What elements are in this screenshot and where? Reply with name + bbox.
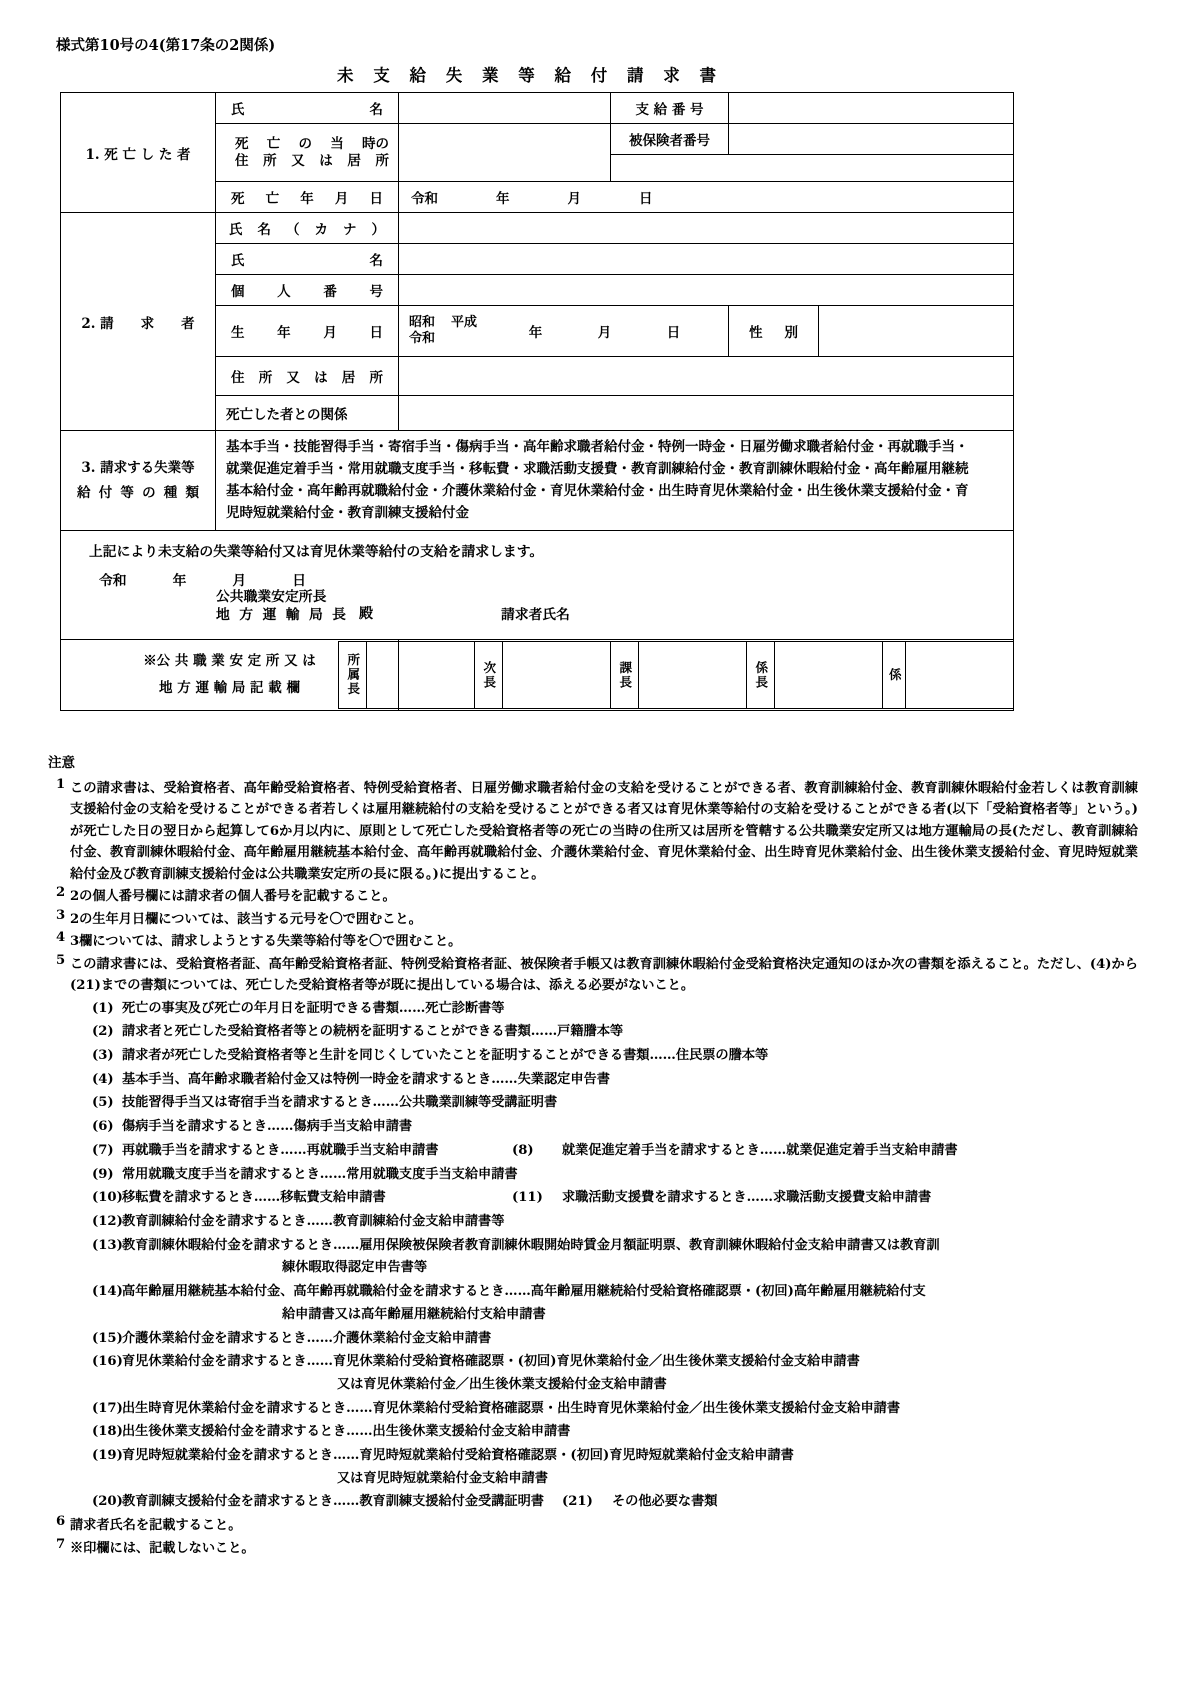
form-number: 様式第10号の4(第17条の2関係)	[56, 37, 276, 54]
subitem-number: (19)	[92, 1448, 123, 1464]
subitem-text: 常用就職支度手当を請求するとき……常用就職支度手当支給申請書	[122, 1166, 518, 1182]
label-char: 個	[231, 284, 245, 300]
subitem-number: (20)	[92, 1494, 123, 1510]
benefit-line[interactable]: 基本給付金・高年齢再就職給付金・介護休業給付金・育児休業給付金・出生時育児休業給付金・出生後休業支援給付金・育	[226, 482, 969, 499]
subitem-number: (3)	[92, 1048, 114, 1064]
subitem-number: (5)	[92, 1095, 114, 1111]
label-char: 日	[369, 191, 383, 207]
label-char: の	[298, 135, 312, 152]
table-row	[61, 93, 1014, 124]
label-char: 番	[323, 284, 337, 300]
subitem-number: (18)	[92, 1424, 123, 1440]
label-char: 人	[277, 284, 291, 300]
month-label: 月	[232, 573, 247, 590]
note-subitem	[70, 1140, 1138, 1163]
benefit-line[interactable]: 基本手当・技能習得手当・寄宿手当・傷病手当・高年齢求職者給付金・特例一時金・日雇労働求職者給付金・再就職手当・	[226, 439, 969, 455]
note-item	[48, 909, 1138, 931]
subitem-number: (8)	[512, 1142, 534, 1158]
note-subitem	[70, 1116, 1138, 1139]
label-char: の	[142, 484, 156, 501]
label-char: 死	[235, 135, 249, 152]
year-label: 年	[528, 325, 543, 341]
label-char: 性	[749, 325, 763, 341]
label-char: 所	[375, 152, 389, 169]
label-char: は	[314, 370, 328, 386]
label-char: 名	[257, 222, 271, 238]
label-char: 年	[300, 191, 314, 207]
label-char: 時の	[362, 135, 389, 152]
claimant-birthdate-label	[216, 306, 399, 357]
subitem-number: (17)	[92, 1400, 123, 1416]
label-char: 運	[262, 607, 277, 624]
dono-honorific: 殿	[359, 606, 373, 623]
label-char: 局	[308, 607, 323, 624]
notes-section	[48, 757, 1138, 1560]
stamp-label-kakaricho: 係長	[747, 642, 775, 709]
spacer-cell	[611, 155, 1014, 182]
subitem-text: 教育訓練休暇給付金を請求するとき……雇用保険被保険者教育訓練休暇開始時賃金月額証明票、教育訓練休暇給付金支給申請書又は教育訓	[122, 1237, 940, 1253]
note-subitem	[70, 1021, 1138, 1044]
subitem-number: (11)	[512, 1190, 543, 1206]
note-number: 2	[56, 885, 66, 901]
subitem-text: 傷病手当を請求するとき……傷病手当支給申請書	[122, 1119, 413, 1135]
year-label: 年	[496, 191, 510, 207]
label-char: 氏	[231, 102, 245, 118]
label-char: 類	[185, 484, 199, 501]
stamp-label-jicho: 次長	[475, 642, 503, 709]
label-char: 名	[369, 102, 383, 118]
label-char: 所	[263, 152, 277, 169]
section3-label	[61, 431, 216, 531]
era-heisei[interactable]: 平成	[451, 314, 478, 330]
note-subitem	[70, 1187, 1138, 1210]
note-number: 5	[56, 952, 66, 968]
note-item	[48, 954, 1138, 1515]
gender-field[interactable]	[819, 306, 1014, 357]
subitem-text: 求職活動支援費を請求するとき……求職活動支援費支給申請書	[562, 1190, 932, 1206]
day-label: 日	[639, 191, 653, 207]
main-form-table	[60, 92, 1014, 711]
subitem-number: (4)	[92, 1071, 114, 1087]
subitem-text: 技能習得手当又は寄宿手当を請求するとき……公共職業訓練等受講証明書	[122, 1095, 558, 1111]
subitem-text: 介護休業給付金を請求するとき……介護休業給付金支給申請書	[122, 1330, 492, 1346]
label-char: 生	[231, 325, 245, 341]
stamp-field-kakaricho[interactable]	[775, 642, 883, 709]
era-reiwa[interactable]: 令和	[409, 331, 436, 346]
approval-stamp-row	[338, 641, 1014, 709]
subitem-text: 再就職手当を請求するとき……再就職手当支給申請書	[122, 1142, 439, 1158]
note-item	[48, 778, 1138, 886]
day-label: 日	[292, 573, 306, 590]
note-subitem	[70, 1351, 1138, 1396]
label-char: 輸	[285, 607, 300, 624]
death-date-field[interactable]	[399, 182, 1014, 213]
table-row	[61, 213, 1014, 244]
deceased-name-field[interactable]	[399, 93, 611, 124]
subitem-number: (10)	[92, 1190, 123, 1206]
label-char: 名	[369, 253, 383, 269]
label-char: 氏	[229, 222, 243, 238]
declaration-date[interactable]	[99, 569, 306, 589]
subitem-text: 出生時育児休業給付金を請求するとき……育児休業給付受給資格確認票・出生時育児休業給付金／出生後休業支援給付金支給申請書	[122, 1400, 901, 1416]
label-char: 住	[231, 370, 245, 386]
note-subitem	[70, 1421, 1138, 1444]
death-date-label	[216, 182, 399, 213]
label-char: 又	[291, 152, 305, 169]
addressee	[216, 589, 346, 625]
page-title: 未 支 給 失 業 等 給 付 請 求 書	[337, 66, 723, 85]
claimant-birthdate-field[interactable]	[399, 306, 729, 357]
label-char: 又	[286, 370, 300, 386]
label-char: 年	[277, 325, 291, 341]
subitem-text: 高年齢雇用継続基本給付金、高年齢再就職給付金を請求するとき……高年齢雇用継続給付受給資格確認票・(初回)高年齢雇用継続給付支	[122, 1284, 926, 1300]
deceased-address-label	[216, 124, 399, 182]
benefit-line[interactable]: 児時短就業給付金・教育訓練支援給付金	[226, 504, 469, 521]
subitem-text: 教育訓練給付金を請求するとき……教育訓練給付金支給申請書等	[122, 1213, 505, 1229]
subitem-text-cont: 給申請書又は高年齢雇用継続給付支給申請書	[282, 1306, 546, 1322]
section1-label: 1. 死 亡 し た 者	[61, 93, 216, 213]
subitem-text: 移転費を請求するとき……移転費支給申請書	[122, 1190, 386, 1206]
claimant-mynumber-label	[216, 275, 399, 306]
insured-number-label: 被保険者番号	[611, 124, 729, 155]
subitem-number: (9)	[92, 1166, 114, 1182]
subitem-number: (13)	[92, 1237, 123, 1253]
subitem-number: (1)	[92, 1000, 114, 1016]
note-subitem	[70, 1069, 1138, 1092]
stamp-field-kacho[interactable]	[639, 642, 747, 709]
label-char: 月	[334, 191, 349, 207]
section2-label: 2. 請 求 者	[61, 213, 216, 431]
label-char: 所	[369, 370, 383, 386]
official-label-line1: ※公 共 職 業 安 定 所 又 は	[143, 652, 316, 669]
label-char: 等	[120, 484, 134, 501]
subitem-number: (16)	[92, 1354, 123, 1370]
note-subitem	[70, 1328, 1138, 1351]
note-subitem	[70, 1045, 1138, 1068]
claimant-address-field[interactable]	[399, 357, 1014, 396]
subitem-text: 請求者が死亡した受給資格者等と生計を同じくしていたことを証明することができる書類……住民票の謄本等	[122, 1048, 769, 1064]
note-number: 1	[56, 776, 66, 792]
day-label: 日	[666, 325, 681, 341]
claimant-kana-field[interactable]	[399, 213, 1014, 244]
label-char: 種	[163, 484, 178, 501]
label-char: 日	[369, 325, 383, 341]
table-row	[61, 531, 1014, 640]
era-showa[interactable]: 昭和	[409, 314, 436, 330]
note-subitem	[70, 1398, 1138, 1421]
label-char: 所	[258, 370, 273, 386]
stamp-field-kakari[interactable]	[906, 642, 1014, 709]
subitem-text: 育児時短就業給付金を請求するとき……育児時短就業給付受給資格確認票・(初回)育児時短就業給付金支給申請書	[122, 1448, 794, 1464]
note-text: この請求書は、受給資格者、高年齢受給資格者、特例受給資格者、日雇労働求職者給付金の支給を受けることができる者、教育訓練給付金、教育訓練休暇給付金若しくは教育訓練支援給付金の支給を受けることができる者若しくは雇用継続給付の支給を受けることができる者又は育児休業等給付の支給を受けることができる者(以下「受給資格者等」という。)が死亡した日の翌日から起算して6か月以内に、原則として死亡した受給資格者等の死亡の当時の住所又は居所を管轄する公共職業安定所又は地方運輸局の長(ただし、教育訓練給付金、教育訓練休暇給付金、高年齢雇用継続基本給付金、高年齢再就職給付金、介護休業給付金、育児休業給付金、出生時育児休業給付金、出生後休業支援給付金、育児時短就業給付金及び教育訓練支援給付金は公共職業安定所の長に限る。)に提出すること。	[70, 780, 1138, 882]
label-char: 居	[341, 370, 356, 386]
label-char: 給	[77, 484, 91, 501]
label-char: 別	[784, 325, 798, 341]
declaration-text: 上記により未支給の失業等給付又は育児休業等給付の支給を請求します。	[89, 544, 544, 561]
subitem-text: その他必要な書類	[612, 1494, 718, 1510]
label-char: 亡	[266, 135, 281, 152]
label-char: 居	[347, 152, 361, 169]
note-subitem	[70, 1445, 1138, 1490]
subitem-number: (7)	[92, 1142, 114, 1158]
benefit-types-list[interactable]	[216, 431, 1014, 531]
label-char: 長	[332, 607, 346, 624]
note-text: ※印欄には、記載しないこと。	[70, 1540, 255, 1556]
label-char: 付	[98, 484, 113, 501]
stamp-label-shozokucho: 所属長	[339, 642, 367, 709]
note-subitem	[70, 998, 1138, 1021]
subitem-text: 死亡の事実及び死亡の年月日を証明できる書類……死亡診断書等	[122, 1000, 505, 1016]
note-item	[48, 1515, 1138, 1537]
era-options[interactable]	[399, 312, 501, 351]
supply-number-field[interactable]	[729, 93, 1014, 124]
note-subitem	[70, 1164, 1138, 1187]
subitem-number: (12)	[92, 1213, 123, 1229]
note-subitem	[70, 1235, 1138, 1280]
era-label: 令和	[99, 573, 127, 590]
subitem-text: 教育訓練支援給付金を請求するとき……教育訓練支援給付金受講証明書	[122, 1494, 544, 1510]
note-number: 3	[56, 907, 66, 923]
label-char: ）	[371, 222, 385, 238]
relationship-label: 死亡した者との関係	[216, 396, 399, 431]
label-char: 当	[330, 135, 344, 152]
stamp-field-jicho[interactable]	[503, 642, 611, 709]
month-label: 月	[597, 325, 612, 341]
subitem-number: (2)	[92, 1024, 114, 1040]
deceased-name-label	[216, 93, 399, 124]
insured-number-field[interactable]	[729, 124, 1014, 155]
note-number: 6	[56, 1514, 66, 1530]
claimant-mynumber-field[interactable]	[399, 275, 1014, 306]
label-char: カ	[314, 222, 328, 238]
addressee-line1: 公共職業安定所長	[216, 589, 327, 606]
table-row	[339, 642, 1014, 709]
subitem-text: 請求者と死亡した受給資格者等との続柄を証明することができる書類……戸籍謄本等	[122, 1024, 624, 1040]
subitem-text: 就業促進定着手当を請求するとき……就業促進定着手当支給申請書	[562, 1142, 958, 1158]
note-number: 7	[56, 1536, 66, 1552]
section3-label-line1: 3. 請求する失業等	[81, 459, 195, 476]
label-char: は	[319, 152, 333, 169]
subitem-text-cont: 又は育児休業給付金／出生後休業支援給付金支給申請書	[337, 1376, 667, 1392]
note-subitem	[70, 1211, 1138, 1234]
note-item	[48, 931, 1138, 953]
claimant-signature-label: 請求者氏名	[501, 607, 570, 624]
subitem-text: 出生後休業支援給付金を請求するとき……出生後休業支援給付金支給申請書	[122, 1424, 571, 1440]
supply-number-label: 支 給 番 号	[611, 93, 729, 124]
label-char: ナ	[343, 222, 357, 238]
label-char: 氏	[231, 253, 245, 269]
official-label-line2: 地 方 運 輸 局 記 載 欄	[159, 680, 300, 697]
month-label: 月	[567, 191, 581, 207]
note-subitem	[70, 1491, 1138, 1514]
notes-title: 注意	[48, 755, 75, 771]
stamp-field-shozokucho[interactable]	[367, 642, 475, 709]
note-text: 2の個人番号欄には請求者の個人番号を記載すること。	[70, 889, 396, 905]
year-label: 年	[172, 573, 187, 590]
note-item	[48, 886, 1138, 908]
note-text: この請求書には、受給資格者証、高年齢受給資格者証、特例受給資格者証、被保険者手帳又は教育訓練休暇給付金受給資格決定通知のほか次の書類を添えること。ただし、(4)から(21)までの書類については、死亡した受給資格者等が既に提出している場合は、添える必要がないこと。	[70, 956, 1138, 994]
note-number: 4	[56, 930, 66, 946]
table-row	[61, 431, 1014, 531]
label-char: 住	[235, 152, 249, 169]
label-char: 死	[231, 191, 245, 207]
subitem-text-cont: 練休暇取得認定申告書等	[282, 1260, 428, 1276]
claimant-name-label	[216, 244, 399, 275]
claimant-kana-label	[216, 213, 399, 244]
stamp-label-kakari: 係	[883, 642, 906, 709]
note-subitem	[70, 1281, 1138, 1326]
subitem-text-cont: 又は育児時短就業給付金支給申請書	[337, 1470, 548, 1486]
note-item	[48, 1538, 1138, 1560]
note-text: 請求者氏名を記載すること。	[70, 1518, 242, 1534]
stamp-label-kacho: 課長	[611, 642, 639, 709]
label-char: 号	[369, 284, 383, 300]
subitem-number: (14)	[92, 1284, 123, 1300]
subitem-number: (6)	[92, 1119, 114, 1135]
claimant-address-label	[216, 357, 399, 396]
label-char: 月	[323, 325, 337, 341]
label-char: 方	[239, 607, 254, 624]
era-label: 令和	[411, 191, 438, 207]
note-text: 3欄については、請求しようとする失業等給付等を〇で囲むこと。	[70, 934, 462, 950]
relationship-field[interactable]	[399, 396, 1014, 431]
subitem-number: (21)	[562, 1494, 593, 1510]
note-text: 2の生年月日欄については、該当する元号を〇で囲むこと。	[70, 911, 422, 927]
benefit-line[interactable]: 就業促進定着手当・常用就職支度手当・移転費・求職活動支援費・教育訓練給付金・教育訓練休暇給付金・高年齢雇用継続	[226, 460, 969, 477]
subitem-text: 基本手当、高年齢求職者給付金又は特例一時金を請求するとき……失業認定申告書	[122, 1071, 610, 1087]
note-subitem	[70, 1092, 1138, 1115]
label-char: （	[286, 222, 300, 238]
subitem-number: (15)	[92, 1330, 123, 1346]
gender-label	[729, 306, 819, 357]
deceased-address-field[interactable]	[399, 124, 611, 182]
subitem-text: 育児休業給付金を請求するとき……育児休業給付受給資格確認票・(初回)育児休業給付金／出生後休業支援給付金支給申請書	[122, 1354, 860, 1370]
claimant-name-field[interactable]	[399, 244, 1014, 275]
label-char: 地	[216, 607, 230, 624]
label-char: 亡	[265, 191, 280, 207]
declaration-block	[61, 531, 1014, 640]
